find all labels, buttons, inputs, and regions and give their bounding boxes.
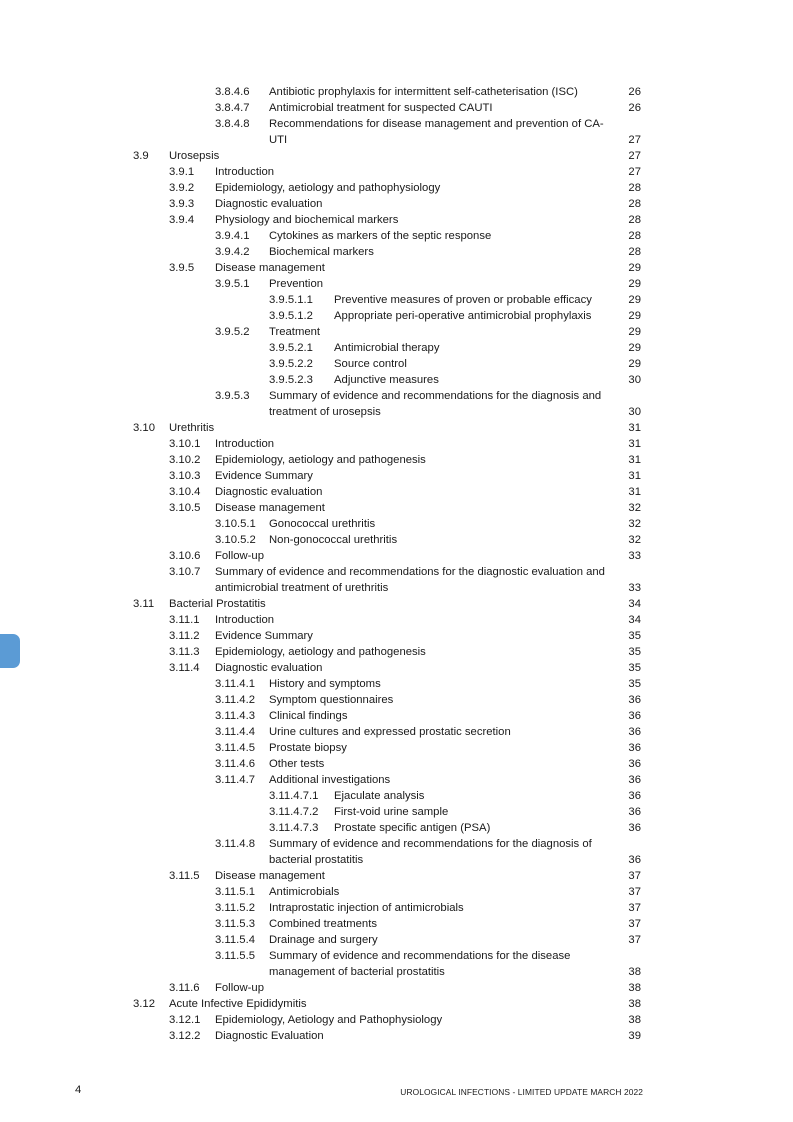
- toc-entry-page: 29: [628, 310, 641, 322]
- toc-entry[interactable]: [0, 644, 793, 660]
- toc-entry-number: 3.9.5.2: [215, 326, 250, 338]
- toc-entry-page: 31: [628, 454, 641, 466]
- toc-entry-title: Summary of evidence and recommendations for the diagnosis of bacterial prostatitis: [269, 838, 592, 866]
- toc-entry-title: Recommendations for disease management and prevention of CA-UTI: [269, 118, 604, 146]
- toc-entry-number: 3.9.5: [169, 262, 195, 274]
- toc-entry-number: 3.9.2: [169, 182, 195, 194]
- toc-entry-title: Additional investigations: [269, 774, 391, 786]
- toc-entry-title: History and symptoms: [269, 678, 381, 690]
- toc-entry[interactable]: [0, 916, 793, 932]
- toc-entry-page: 31: [628, 422, 641, 434]
- toc-entry-title: Antibiotic prophylaxis for intermittent self-catheterisation (ISC): [269, 86, 578, 98]
- toc-entry-page: 39: [628, 1030, 641, 1042]
- toc-entry-number: 3.11.4.3: [215, 710, 255, 722]
- toc-entry-page: 36: [628, 710, 641, 722]
- toc-entry-page: 34: [628, 598, 641, 610]
- toc-entry-page: 27: [628, 134, 641, 146]
- toc-entry-number: 3.9.4.1: [215, 230, 250, 242]
- toc-entry-page: 29: [628, 278, 641, 290]
- toc-entry-title: Introduction: [215, 614, 275, 626]
- toc-entry-page: 31: [628, 486, 641, 498]
- footer-page-number: 4: [75, 1084, 82, 1096]
- toc-entry-page: 38: [628, 998, 641, 1010]
- toc-entry[interactable]: [0, 388, 793, 420]
- toc-entry-page: 27: [628, 166, 641, 178]
- toc-entry[interactable]: [0, 212, 793, 228]
- toc-entry[interactable]: [0, 788, 793, 804]
- toc-entry-number: 3.9.4: [169, 214, 195, 226]
- toc-entry-page: 33: [628, 582, 641, 594]
- toc-entry-page: 34: [628, 614, 641, 626]
- toc-entry-number: 3.11.4.8: [215, 838, 255, 850]
- toc-entry-title: Diagnostic evaluation: [215, 486, 323, 498]
- toc-entry-title: Cytokines as markers of the septic response: [269, 230, 492, 242]
- toc-entry-title: Epidemiology, aetiology and pathogenesis: [215, 646, 426, 658]
- toc-entry-title: Prostate specific antigen (PSA): [334, 822, 491, 834]
- toc-entry-title: Disease management: [215, 262, 325, 274]
- toc-entry-page: 26: [628, 86, 641, 98]
- toc-entry-page: 37: [628, 934, 641, 946]
- toc-entry[interactable]: [0, 196, 793, 212]
- toc-entry-number: 3.9.3: [169, 198, 195, 210]
- toc-entry-page: 35: [628, 678, 641, 690]
- toc-entry-number: 3.11.4.5: [215, 742, 255, 754]
- toc-entry-page: 28: [628, 230, 641, 242]
- toc-entry-number: 3.11.2: [169, 630, 200, 642]
- toc-entry[interactable]: [0, 612, 793, 628]
- toc-entry-title: Antimicrobials: [269, 886, 340, 898]
- toc-entry[interactable]: [0, 1012, 793, 1028]
- toc-entry-number: 3.8.4.6: [215, 86, 250, 98]
- toc-entry-page: 36: [628, 774, 641, 786]
- toc-entry-number: 3.11.5.3: [215, 918, 255, 930]
- toc-entry-number: 3.11.4: [169, 662, 200, 674]
- toc-entry-number: 3.10.2: [169, 454, 201, 466]
- toc-entry[interactable]: [0, 292, 793, 308]
- toc-entry-page: 29: [628, 326, 641, 338]
- toc-entry-page: 35: [628, 662, 641, 674]
- toc-entry[interactable]: [0, 548, 793, 564]
- toc-entry-title: Clinical findings: [269, 710, 348, 722]
- toc-entry-title: Evidence Summary: [215, 630, 313, 642]
- toc-entry-page: 28: [628, 214, 641, 226]
- toc-entry-title: Diagnostic evaluation: [215, 662, 323, 674]
- toc-entry-title: Bacterial Prostatitis: [169, 598, 266, 610]
- toc-entry-number: 3.9.5.3: [215, 390, 250, 402]
- toc-entry-title: Summary of evidence and recommendations for the diagnostic evaluation and antimicrobial treatment of urethritis: [215, 566, 605, 594]
- toc-entry[interactable]: [0, 84, 793, 100]
- toc-entry-title: Urosepsis: [169, 150, 220, 162]
- toc-entry-page: 35: [628, 630, 641, 642]
- toc-entry-title: Antimicrobial therapy: [334, 342, 440, 354]
- toc-entry-number: 3.8.4.7: [215, 102, 250, 114]
- toc-entry-title: Biochemical markers: [269, 246, 374, 258]
- toc-entry-page: 28: [628, 182, 641, 194]
- toc-entry-page: 31: [628, 470, 641, 482]
- toc-entry[interactable]: [0, 452, 793, 468]
- toc-entry-title: Combined treatments: [269, 918, 377, 930]
- toc-entry-title: Preventive measures of proven or probable efficacy: [334, 294, 592, 306]
- toc-entry-page: 33: [628, 550, 641, 562]
- toc-entry-title: First-void urine sample: [334, 806, 449, 818]
- toc-entry[interactable]: [0, 516, 793, 532]
- toc-entry-page: 36: [628, 822, 641, 834]
- toc-entry-page: 36: [628, 790, 641, 802]
- toc-entry-page: 38: [628, 966, 641, 978]
- toc-entry-title: Gonococcal urethritis: [269, 518, 376, 530]
- toc-entry[interactable]: [0, 692, 793, 708]
- toc-entry-page: 30: [628, 406, 641, 418]
- toc-entry[interactable]: [0, 532, 793, 548]
- toc-entry-number: 3.11.5.2: [215, 902, 255, 914]
- toc-entry-number: 3.11.5: [169, 870, 200, 882]
- toc-entry-title: Adjunctive measures: [334, 374, 439, 386]
- toc-entry-number: 3.11.4.1: [215, 678, 255, 690]
- toc-entry[interactable]: [0, 564, 793, 596]
- toc-entry-number: 3.12: [133, 998, 155, 1010]
- toc-entry-number: 3.9.5.1: [215, 278, 250, 290]
- toc-entry-number: 3.11.3: [169, 646, 200, 658]
- toc-entry-page: 36: [628, 742, 641, 754]
- toc-entry[interactable]: [0, 756, 793, 772]
- toc-entry-number: 3.12.1: [169, 1014, 201, 1026]
- toc-entry-title: Antimicrobial treatment for suspected CAUTI: [269, 102, 493, 114]
- toc-entry[interactable]: [0, 100, 793, 116]
- toc-entry[interactable]: [0, 948, 793, 980]
- toc-entry-number: 3.10.4: [169, 486, 201, 498]
- toc-entry-number: 3.10.5.1: [215, 518, 256, 530]
- toc-entry[interactable]: [0, 900, 793, 916]
- toc-entry-page: 38: [628, 1014, 641, 1026]
- toc-entry-page: 37: [628, 870, 641, 882]
- toc-entry-title: Prostate biopsy: [269, 742, 347, 754]
- toc-entry-page: 27: [628, 150, 641, 162]
- toc-entry-title: Urine cultures and expressed prostatic secretion: [269, 726, 511, 738]
- toc-entry-page: 30: [628, 374, 641, 386]
- toc-entry-title: Summary of evidence and recommendations for the diagnosis and treatment of urosepsis: [269, 390, 602, 418]
- toc-entry-number: 3.10: [133, 422, 155, 434]
- toc-entry[interactable]: [0, 436, 793, 452]
- toc-entry[interactable]: [0, 500, 793, 516]
- toc-entry-page: 28: [628, 246, 641, 258]
- toc-entry-title: Follow-up: [215, 550, 264, 562]
- toc-entry[interactable]: [0, 628, 793, 644]
- toc-entry-number: 3.10.6: [169, 550, 201, 562]
- toc-entry[interactable]: [0, 884, 793, 900]
- toc-entry-number: 3.11.4.7: [215, 774, 255, 786]
- toc-entry[interactable]: [0, 804, 793, 820]
- toc-entry-title: Intraprostatic injection of antimicrobials: [269, 902, 464, 914]
- toc-entry-number: 3.11.5.5: [215, 950, 255, 962]
- section-side-tab: [0, 634, 20, 668]
- toc-entry-page: 38: [628, 982, 641, 994]
- toc-entry[interactable]: [0, 116, 793, 148]
- toc-entry-number: 3.10.5.2: [215, 534, 256, 546]
- toc-entry[interactable]: [0, 148, 793, 164]
- toc-entry-number: 3.9: [133, 150, 149, 162]
- toc-entry[interactable]: [0, 180, 793, 196]
- toc-entry-title: Other tests: [269, 758, 325, 770]
- toc-entry-page: 29: [628, 342, 641, 354]
- toc-entry-page: 36: [628, 758, 641, 770]
- toc-entry-title: Physiology and biochemical markers: [215, 214, 399, 226]
- toc-entry-title: Epidemiology, aetiology and pathophysiology: [215, 182, 441, 194]
- toc-entry-number: 3.11.4.2: [215, 694, 255, 706]
- toc-entry[interactable]: [0, 260, 793, 276]
- toc-entry-number: 3.9.5.2.3: [269, 374, 313, 386]
- toc-entry-title: Drainage and surgery: [269, 934, 378, 946]
- toc-entry-page: 32: [628, 502, 641, 514]
- toc-entry-number: 3.8.4.8: [215, 118, 250, 130]
- toc-entry[interactable]: [0, 372, 793, 388]
- toc-entry[interactable]: [0, 772, 793, 788]
- toc-entry-number: 3.9.5.2.2: [269, 358, 313, 370]
- toc-entry-page: 32: [628, 518, 641, 530]
- toc-entry-number: 3.11.5.4: [215, 934, 255, 946]
- toc-entry[interactable]: [0, 484, 793, 500]
- toc-entry[interactable]: [0, 820, 793, 836]
- toc-entry-title: Diagnostic Evaluation: [215, 1030, 324, 1042]
- toc-entry-number: 3.9.5.1.2: [269, 310, 313, 322]
- toc-entry-title: Evidence Summary: [215, 470, 313, 482]
- toc-entry[interactable]: [0, 340, 793, 356]
- toc-entry-number: 3.11.5.1: [215, 886, 255, 898]
- toc-entry[interactable]: [0, 708, 793, 724]
- toc-entry[interactable]: [0, 660, 793, 676]
- toc-entry-number: 3.11: [133, 598, 155, 610]
- toc-entry[interactable]: [0, 276, 793, 292]
- toc-entry-number: 3.9.1: [169, 166, 195, 178]
- toc-entry-title: Epidemiology, aetiology and pathogenesis: [215, 454, 426, 466]
- toc-entry-page: 37: [628, 886, 641, 898]
- toc-entry-title: Acute Infective Epididymitis: [169, 998, 307, 1010]
- toc-entry[interactable]: [0, 420, 793, 436]
- toc-entry-title: Prevention: [269, 278, 324, 290]
- toc-entry-page: 37: [628, 918, 641, 930]
- toc-entry-page: 29: [628, 358, 641, 370]
- toc-entry-title: Follow-up: [215, 982, 264, 994]
- toc-entry-page: 26: [628, 102, 641, 114]
- toc-entry-page: 37: [628, 902, 641, 914]
- toc-entry[interactable]: [0, 468, 793, 484]
- toc-entry-title: Non-gonococcal urethritis: [269, 534, 398, 546]
- toc-entry-number: 3.11.4.7.1: [269, 790, 319, 802]
- toc-entry-page: 36: [628, 726, 641, 738]
- toc-entry-page: 29: [628, 262, 641, 274]
- toc-entry[interactable]: [0, 836, 793, 868]
- toc-entry[interactable]: [0, 324, 793, 340]
- toc-entry[interactable]: [0, 932, 793, 948]
- toc-entry-title: Introduction: [215, 438, 275, 450]
- toc-entry-number: 3.10.1: [169, 438, 201, 450]
- toc-entry-page: 32: [628, 534, 641, 546]
- toc-entry[interactable]: [0, 676, 793, 692]
- toc-entry-number: 3.9.5.2.1: [269, 342, 313, 354]
- toc-entry[interactable]: [0, 980, 793, 996]
- toc-entry-number: 3.11.4.7.2: [269, 806, 319, 818]
- toc-entry[interactable]: [0, 356, 793, 372]
- toc-entry[interactable]: [0, 228, 793, 244]
- toc-entry-number: 3.10.5: [169, 502, 201, 514]
- toc-entry-page: 35: [628, 646, 641, 658]
- toc-entry[interactable]: [0, 164, 793, 180]
- toc-entry-title: Summary of evidence and recommendations for the disease management of bacterial prostatitis: [269, 950, 571, 978]
- toc-entry[interactable]: [0, 996, 793, 1012]
- toc-entry[interactable]: [0, 868, 793, 884]
- toc-entry-page: 31: [628, 438, 641, 450]
- toc-entry-title: Epidemiology, Aetiology and Pathophysiology: [215, 1014, 443, 1026]
- toc-entry-number: 3.11.4.7.3: [269, 822, 319, 834]
- toc-entry[interactable]: [0, 724, 793, 740]
- toc-entry-page: 36: [628, 806, 641, 818]
- toc-entry-title: Source control: [334, 358, 407, 370]
- toc-entry-title: Diagnostic evaluation: [215, 198, 323, 210]
- table-of-contents: [0, 84, 793, 1044]
- toc-entry-title: Symptom questionnaires: [269, 694, 394, 706]
- toc-entry-number: 3.11.1: [169, 614, 200, 626]
- toc-entry-number: 3.10.7: [169, 566, 201, 578]
- toc-entry[interactable]: [0, 244, 793, 260]
- toc-entry-number: 3.11.4.4: [215, 726, 255, 738]
- toc-entry[interactable]: [0, 1028, 793, 1044]
- toc-entry-number: 3.11.6: [169, 982, 200, 994]
- toc-entry-title: Disease management: [215, 502, 325, 514]
- toc-entry[interactable]: [0, 596, 793, 612]
- toc-entry[interactable]: [0, 308, 793, 324]
- toc-entry-page: 36: [628, 854, 641, 866]
- toc-entry-page: 29: [628, 294, 641, 306]
- footer-document-title: UROLOGICAL INFECTIONS - LIMITED UPDATE MARCH 2022: [400, 1087, 643, 1097]
- toc-entry-title: Urethritis: [169, 422, 215, 434]
- toc-entry[interactable]: [0, 740, 793, 756]
- toc-entry-number: 3.9.5.1.1: [269, 294, 313, 306]
- toc-entry-number: 3.12.2: [169, 1030, 201, 1042]
- toc-entry-title: Ejaculate analysis: [334, 790, 425, 802]
- toc-entry-page: 36: [628, 694, 641, 706]
- toc-entry-title: Introduction: [215, 166, 275, 178]
- toc-entry-title: Disease management: [215, 870, 325, 882]
- toc-entry-number: 3.9.4.2: [215, 246, 250, 258]
- toc-entry-number: 3.11.4.6: [215, 758, 255, 770]
- toc-entry-title: Appropriate peri-operative antimicrobial prophylaxis: [334, 310, 592, 322]
- toc-entry-page: 28: [628, 198, 641, 210]
- toc-entry-title: Treatment: [269, 326, 321, 338]
- toc-entry-number: 3.10.3: [169, 470, 201, 482]
